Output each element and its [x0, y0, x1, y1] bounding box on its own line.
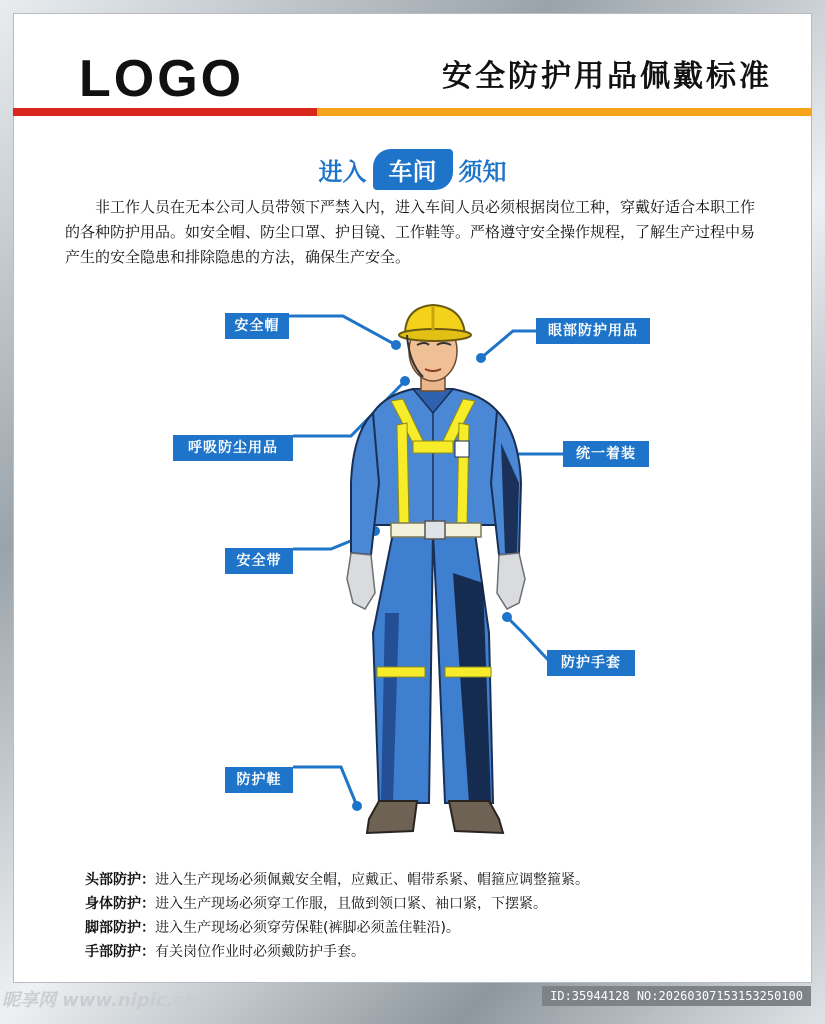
- protection-notes: [85, 868, 765, 964]
- note-feet: [85, 916, 765, 940]
- intro-paragraph: 非工作人员在无本公司人员带领下严禁入内，进入车间人员必须根据岗位工种，穿戴好适合本职工作的各种防护用品。如安全帽、防尘口罩、护目镜、工作鞋等。严格遵守安全操作规程，了解生产过程中易产生的安全隐患和排除隐患的方法，确保生产安全。: [65, 198, 756, 266]
- note-feet-key: 脚部防护：: [85, 920, 155, 936]
- logo: LOGO: [79, 50, 245, 108]
- leader-gloves: [507, 617, 551, 663]
- shoes: [367, 801, 503, 833]
- subtitle-left: 进入: [318, 158, 367, 186]
- note-hands-key: 手部防护：: [85, 944, 155, 960]
- label-shoes: 防护鞋: [225, 767, 293, 793]
- worker-illustration: [13, 13, 812, 983]
- label-gloves: 防护手套: [547, 650, 635, 676]
- note-body-key: 身体防护：: [85, 896, 155, 912]
- note-body-text: 进入生产现场必须穿工作服，且做到领口紧、袖口紧，下摆紧。: [155, 896, 547, 912]
- label-uniform: 统一着装: [563, 441, 649, 467]
- label-breath: 呼吸防尘用品: [173, 435, 293, 461]
- subtitle-pill: 车间: [373, 149, 453, 190]
- note-head-text: 进入生产现场必须佩戴安全帽，应戴正、帽带系紧、帽箍应调整箍紧。: [155, 872, 589, 888]
- trousers: [373, 533, 493, 803]
- belt: [391, 521, 481, 539]
- poster: [13, 13, 812, 983]
- label-helmet: 安全帽: [225, 313, 289, 339]
- image-id: ID:35944128 NO:20260307153153250100: [542, 986, 811, 1006]
- leader-shoes: [293, 767, 357, 806]
- note-head-key: 头部防护：: [85, 872, 155, 888]
- badge: [455, 441, 469, 457]
- leader-helmet: [286, 316, 396, 345]
- label-eye: 眼部防护用品: [536, 318, 650, 344]
- note-hands-text: 有关岗位作业时必须戴防护手套。: [155, 944, 365, 960]
- note-body: [85, 892, 765, 916]
- subtitle-right: 须知: [458, 158, 507, 186]
- note-head: [85, 868, 765, 892]
- note-feet-text: 进入生产现场必须穿劳保鞋(裤脚必须盖住鞋沿)。: [155, 920, 460, 936]
- page-title: 安全防护用品佩戴标准: [442, 59, 772, 94]
- note-hands: [85, 940, 765, 964]
- label-belt: 安全带: [225, 548, 293, 574]
- watermark: 昵享网 www.nipic.cn: [2, 990, 197, 1011]
